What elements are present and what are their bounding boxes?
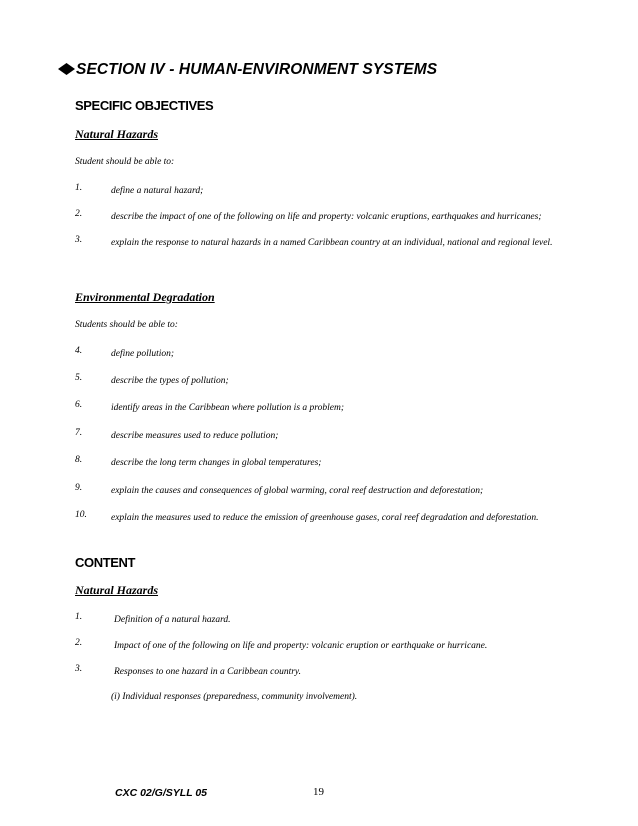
environmental-degradation-heading: Environmental Degradation <box>75 290 215 304</box>
item-text: Definition of a natural hazard. <box>114 615 231 625</box>
item-text: explain the response to natural hazards in a named Caribbean country at an individual, national and regional level. <box>111 238 553 248</box>
item-number: 8. <box>75 455 83 465</box>
item-number: 10. <box>75 510 87 520</box>
content-subitem: (i) Individual responses (preparedness, community involvement). <box>111 692 358 702</box>
item-number: 1. <box>75 183 83 193</box>
item-text: Impact of one of the following on life and property: volcanic eruption or earthquake or hurricane. <box>114 641 488 651</box>
item-number: 9. <box>75 483 83 493</box>
item-number: 1. <box>75 612 83 622</box>
item-number: 4. <box>75 346 83 356</box>
item-number: 6. <box>75 400 83 410</box>
item-text: describe the long term changes in global temperatures; <box>111 458 322 468</box>
section-title-text: SECTION IV - HUMAN-ENVIRONMENT SYSTEMS <box>76 61 438 78</box>
page-number: 19 <box>313 786 324 798</box>
item-text: define pollution; <box>111 349 175 359</box>
item-number: 3. <box>75 235 83 245</box>
diamond-bullet-icon <box>58 63 75 75</box>
item-text: identify areas in the Caribbean where pollution is a problem; <box>111 403 344 413</box>
item-text: explain the measures used to reduce the emission of greenhouse gases, coral reef degradation and deforestation. <box>111 513 539 523</box>
item-text: Responses to one hazard in a Caribbean country. <box>114 667 301 677</box>
item-text: define a natural hazard; <box>111 186 204 196</box>
section-title <box>58 61 437 79</box>
natural-hazards-intro: Student should be able to: <box>75 157 175 167</box>
item-number: 5. <box>75 373 83 383</box>
item-text: describe the types of pollution; <box>111 376 229 386</box>
content-natural-hazards-heading: Natural Hazards <box>75 583 159 597</box>
content-heading: CONTENT <box>75 555 136 570</box>
specific-objectives-heading: SPECIFIC OBJECTIVES <box>75 98 214 113</box>
item-text: explain the causes and consequences of global warming, coral reef destruction and deforestation; <box>111 486 484 496</box>
item-text: describe measures used to reduce pollution; <box>111 431 279 441</box>
natural-hazards-heading: Natural Hazards <box>75 127 159 141</box>
item-number: 7. <box>75 428 83 438</box>
item-number: 3. <box>75 664 83 674</box>
item-number: 2. <box>75 638 83 648</box>
footer-code: CXC 02/G/SYLL 05 <box>115 787 208 799</box>
item-text: describe the impact of one of the following on life and property: volcanic eruptions, earthquakes and hurricanes; <box>111 212 542 222</box>
environmental-degradation-intro: Students should be able to: <box>75 320 178 330</box>
item-number: 2. <box>75 209 83 219</box>
